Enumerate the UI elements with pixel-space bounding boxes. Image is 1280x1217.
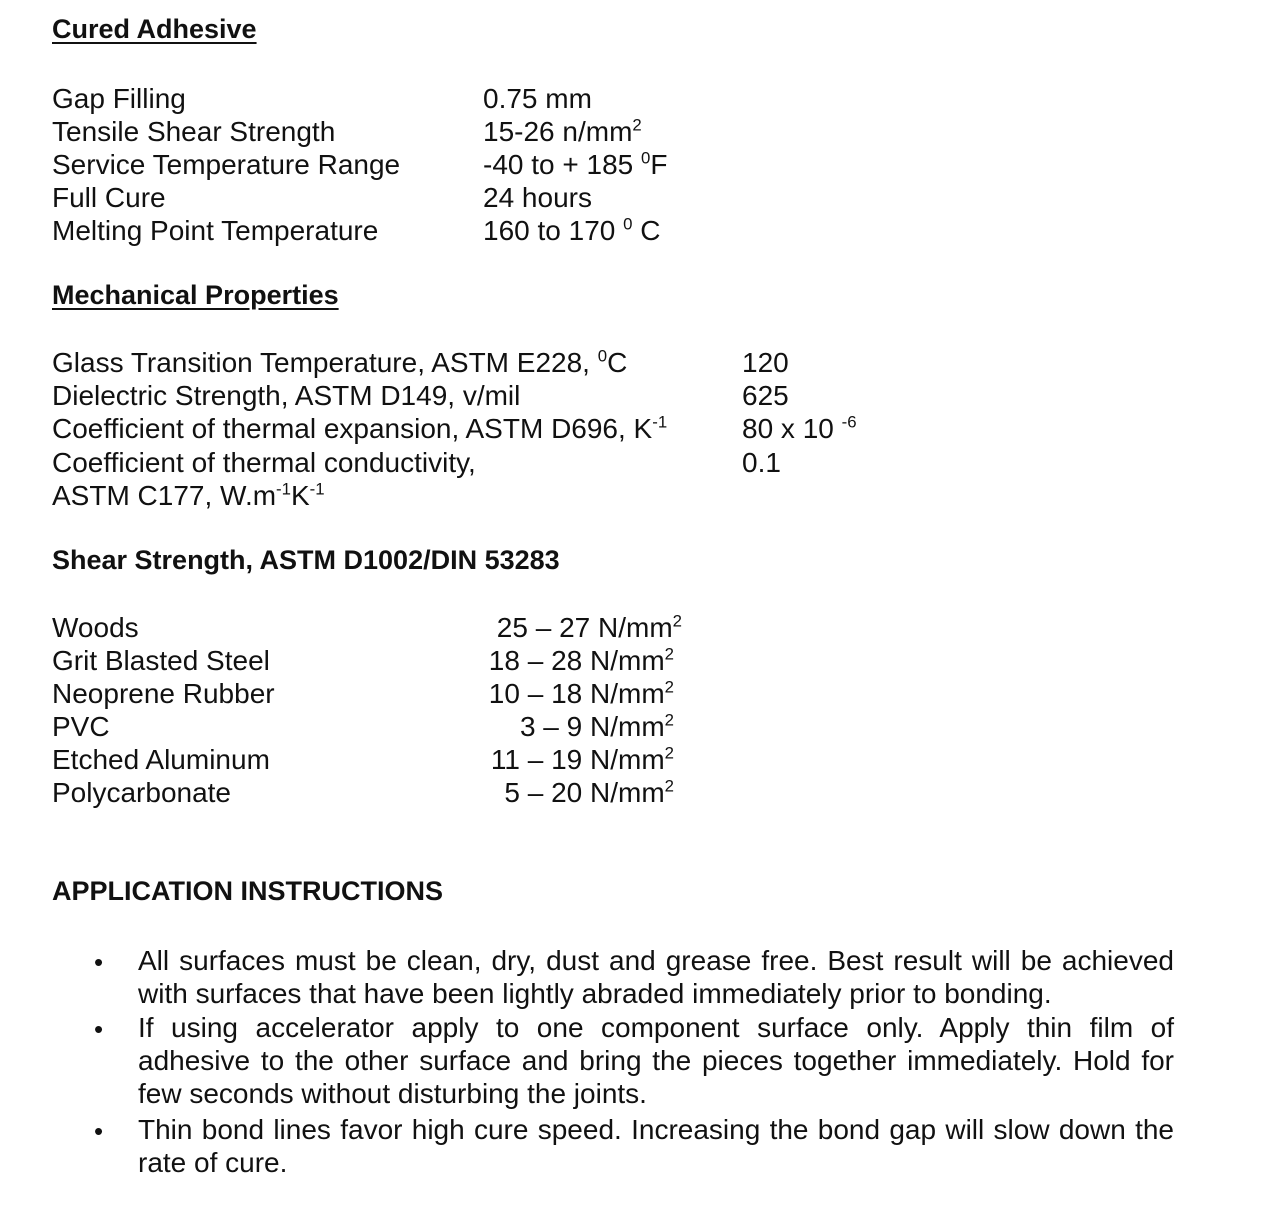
property-label: Coefficient of thermal conductivity, bbox=[52, 447, 476, 478]
property-value: 80 x 10 $^{-6}$ bbox=[742, 412, 857, 444]
material-label: Woods bbox=[52, 612, 139, 643]
shear-value: 10 – 18 $N/mm^2$ bbox=[488, 677, 674, 709]
shear-value: 3 – 9 $N/mm^2$ bbox=[519, 710, 674, 742]
property-label: Full Cure bbox=[52, 182, 166, 213]
material-label: Etched Aluminum bbox=[52, 744, 270, 775]
property-value: 625 bbox=[742, 380, 789, 411]
instruction-item: All surfaces must be clean, dry, dust and grease free. Best result will be achieved with surfaces that have been lightly abraded immediately prior to bonding. bbox=[138, 945, 1174, 1009]
bullet-icon: • bbox=[94, 1014, 104, 1044]
property-label: Service Temperature Range bbox=[52, 149, 401, 180]
property-value: 160 to 170 $^0$ C bbox=[483, 214, 661, 246]
material-label: Polycarbonate bbox=[52, 777, 232, 808]
shear-value: 25 – 27 $N/mm^2$ bbox=[496, 611, 682, 643]
material-label: Grit Blasted Steel bbox=[52, 645, 270, 676]
property-label: Tensile Shear Strength bbox=[52, 116, 336, 147]
property-label: Gap Filling bbox=[52, 83, 186, 114]
shear-value: 18 – 28 $N/mm^2$ bbox=[488, 644, 674, 676]
material-label: Neoprene Rubber bbox=[52, 678, 275, 709]
property-label: Dielectric Strength, ASTM D149, v/mil bbox=[52, 380, 521, 411]
property-value: 15-26 $n/mm^2$ bbox=[483, 115, 642, 147]
property-label: Glass Transition Temperature, ASTM E228, $^0$C bbox=[52, 346, 628, 378]
property-label: Coefficient of thermal expansion, ASTM D696, $K^{-1}$ bbox=[52, 412, 668, 444]
mechanical-properties-heading: Mechanical Properties bbox=[52, 280, 339, 310]
property-label: ASTM C177, $W.m^{-1}K^{-1}$ bbox=[52, 479, 325, 511]
instruction-item: Thin bond lines favor high cure speed. Increasing the bond gap will slow down the rate of cure. bbox=[138, 1114, 1174, 1178]
instruction-item: If using accelerator apply to one component surface only. Apply thin film of adhesive to the other surface and bring the pieces together immediately. Hold for few seconds without disturbing the joints. bbox=[138, 1012, 1174, 1109]
property-value: -40 to + 185 $^0$F bbox=[483, 148, 668, 180]
shear-value: 11 – 19 $N/mm^2$ bbox=[490, 743, 674, 775]
property-value: 0.1 bbox=[742, 447, 781, 478]
property-value: 0.75 mm bbox=[483, 83, 592, 114]
bullet-icon: • bbox=[94, 947, 104, 977]
shear-value: 5 – 20 $N/mm^2$ bbox=[504, 776, 674, 808]
shear-strength-heading: Shear Strength, ASTM D1002/DIN 53283 bbox=[52, 545, 560, 575]
property-label: Melting Point Temperature bbox=[52, 215, 379, 246]
cured-adhesive-heading: Cured Adhesive bbox=[52, 14, 257, 44]
property-value: 24 hours bbox=[483, 182, 592, 213]
bullet-icon: • bbox=[94, 1116, 104, 1146]
property-value: 120 bbox=[742, 347, 789, 378]
material-label: PVC bbox=[52, 711, 110, 742]
application-instructions-heading: APPLICATION INSTRUCTIONS bbox=[52, 876, 443, 906]
